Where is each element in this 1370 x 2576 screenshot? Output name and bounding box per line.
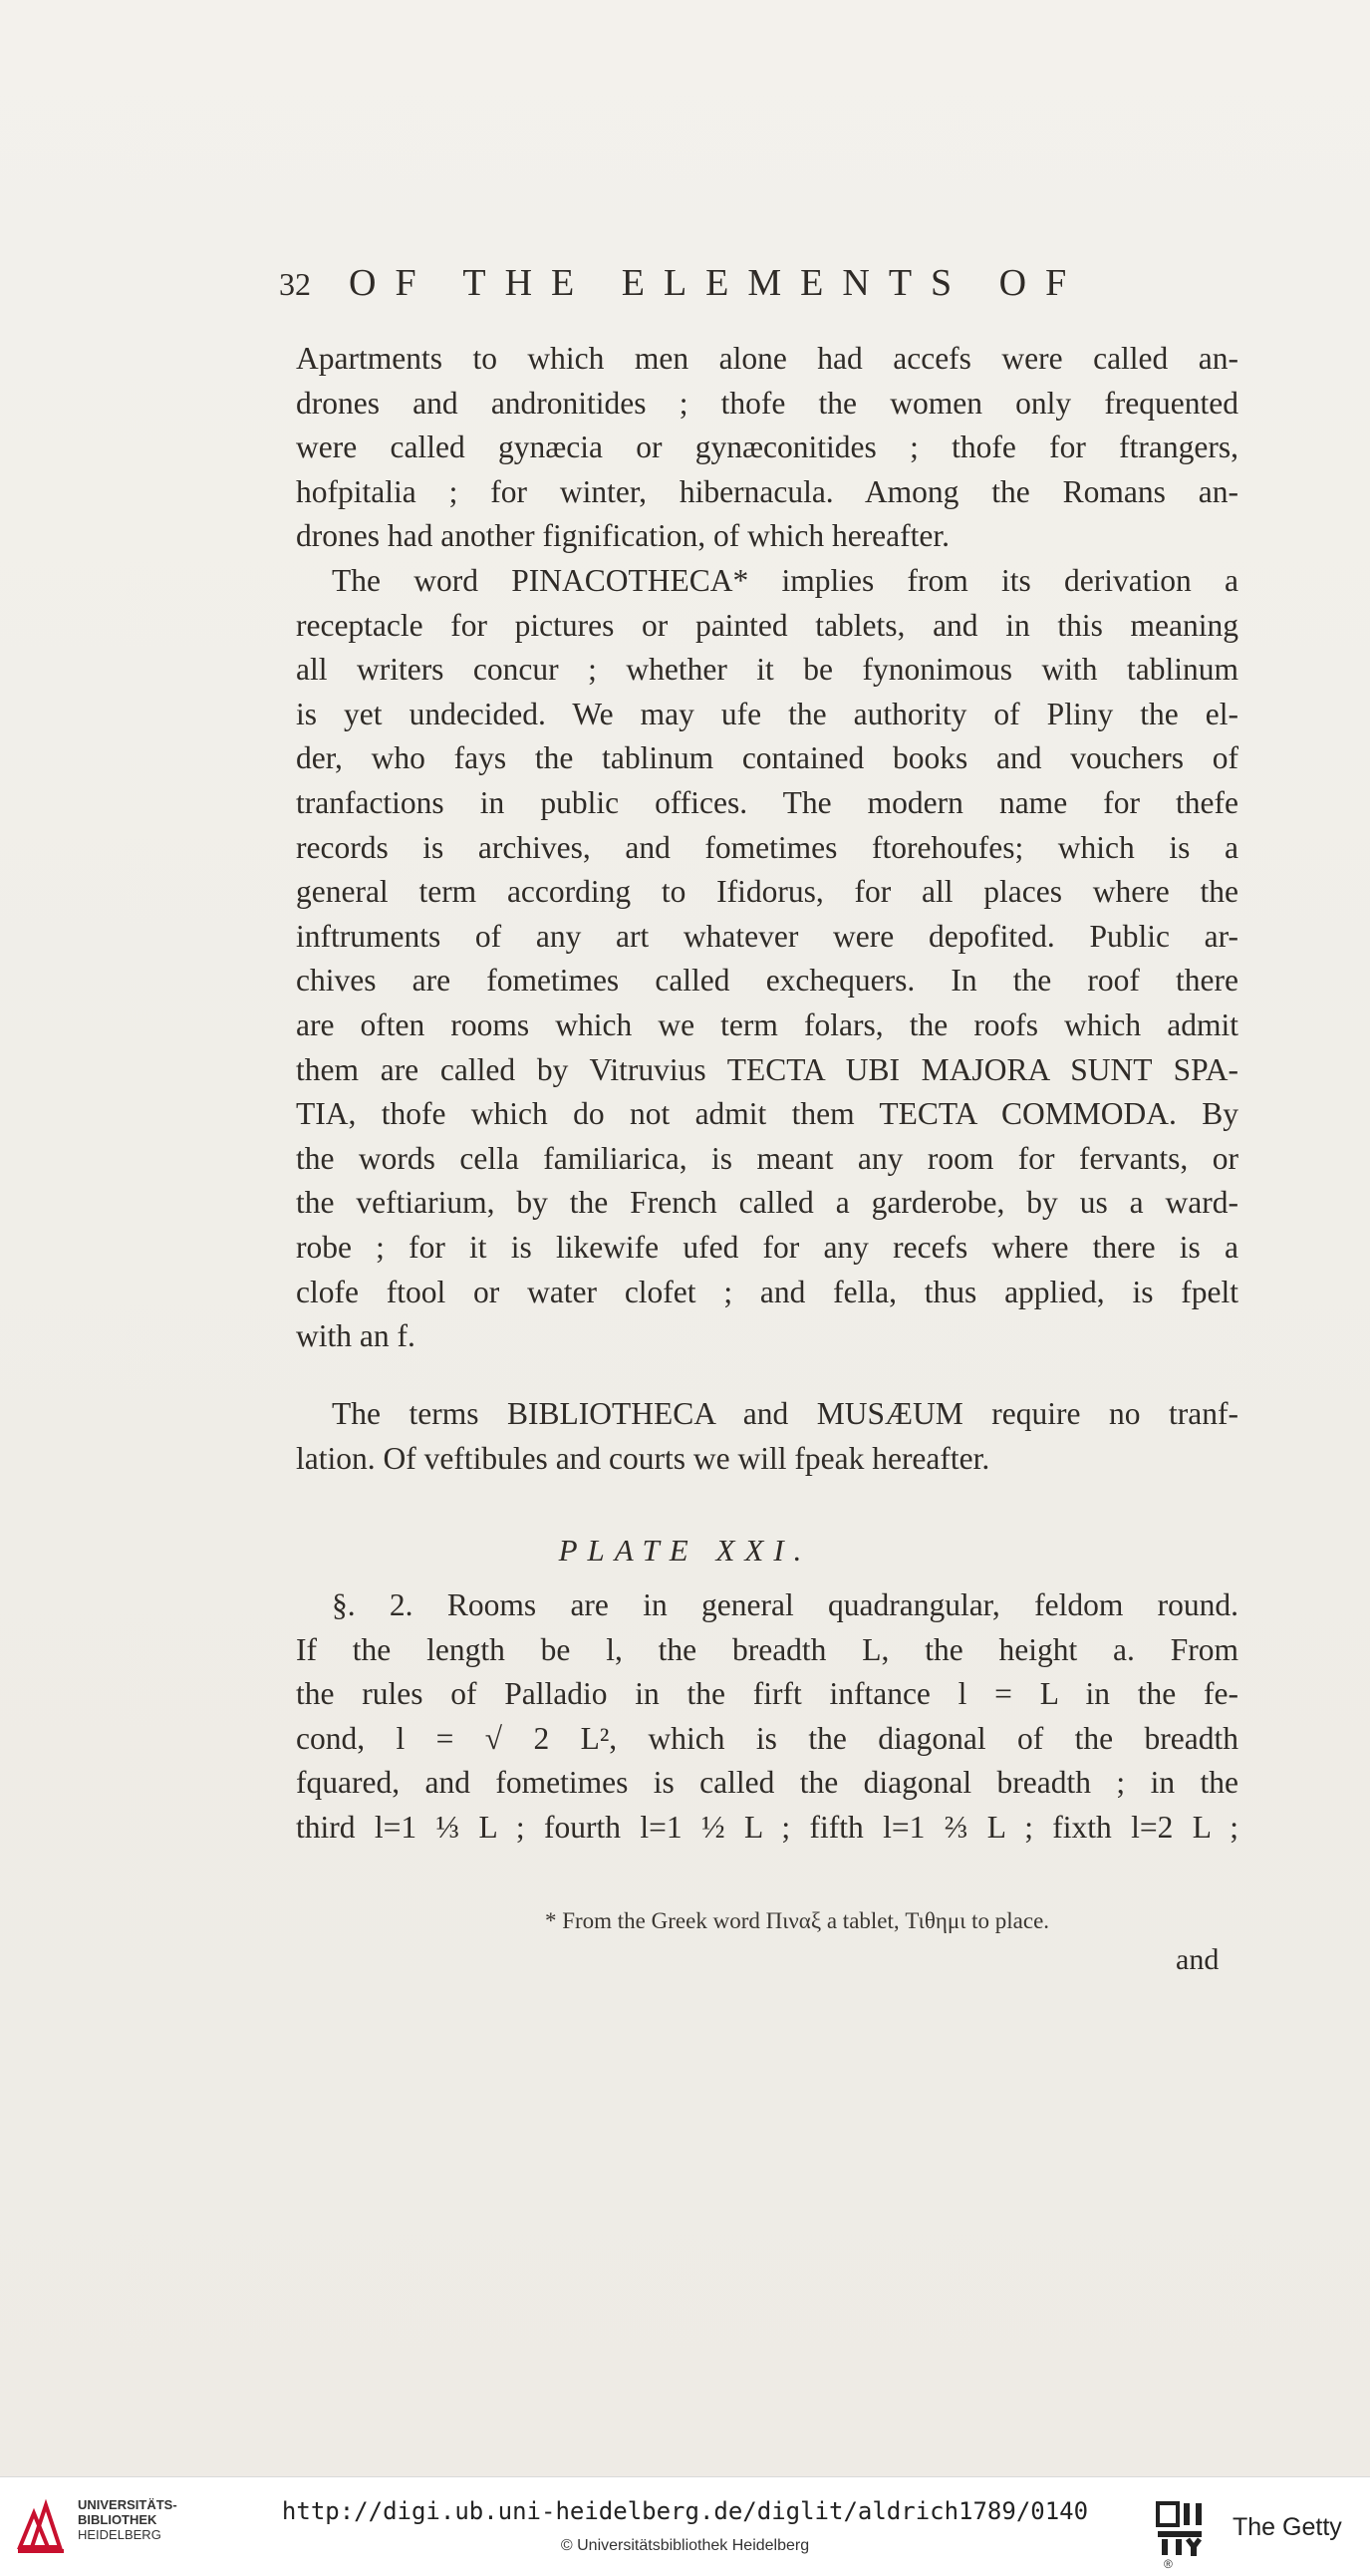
text-line: drones had another fignification, of which hereafter.	[296, 518, 950, 554]
page-number: 32	[279, 266, 311, 302]
running-title: OF THE ELEMENTS OF	[349, 262, 1086, 304]
permalink-url[interactable]: http://digi.ub.uni-heidelberg.de/diglit/aldrich1789/0140	[281, 2497, 1089, 2525]
registered-mark: ®	[1164, 2557, 1173, 2571]
text-line: lation. Of veftibules and courts we will fpeak hereafter.	[296, 1440, 990, 1476]
text-line: is yet undecided. We may ufe the authority of Pliny the el-	[296, 696, 1238, 731]
text-line: clofe ftool or water clofet ; and fella, thus applied, is fpelt	[296, 1274, 1238, 1309]
text-line: cond, l = √ 2 L², which is the diagonal of the breadth	[296, 1720, 1238, 1756]
text-line: §. 2. Rooms are in general quadrangular, feldom round.	[332, 1587, 1238, 1622]
text-line: fquared, and fometimes is called the diagonal breadth ; in the	[296, 1765, 1238, 1801]
paragraph-pinacotheca	[296, 559, 1238, 1359]
catchword: and	[1176, 1943, 1220, 1976]
paragraph-apartments	[296, 337, 1238, 559]
text-line: the rules of Palladio in the firft inftance l = L in the fe-	[296, 1676, 1238, 1712]
copyright-notice: © Universitätsbibliothek Heidelberg	[560, 2537, 810, 2554]
plate-heading: PLATE XXI.	[558, 1533, 812, 1568]
running-header	[279, 261, 1235, 311]
text-line: The terms BIBLIOTHECA and MUSÆUM require no tranf-	[332, 1396, 1238, 1431]
library-name-line: HEIDELBERG	[78, 2527, 161, 2542]
viewer-footer	[0, 2476, 1370, 2576]
text-line: general term according to Ifidorus, for all places where the	[296, 874, 1238, 910]
text-line: hofpitalia ; for winter, hibernacula. Among the Romans an-	[296, 473, 1238, 509]
text-line: If the length be l, the breadth L, the height a. From	[296, 1631, 1238, 1667]
text-line: Apartments to which men alone had accefs were called an-	[296, 341, 1238, 376]
library-name-line: BIBLIOTHEK	[78, 2512, 157, 2527]
text-line: are often rooms which we term folars, the roofs which admit	[296, 1006, 1238, 1042]
text-line: receptacle for pictures or painted tablets, and in this meaning	[296, 607, 1238, 643]
text-line: inftruments of any art whatever were depofited. Public ar-	[296, 918, 1238, 954]
text-line: The word PINACOTHECA* implies from its derivation a	[332, 563, 1238, 598]
paragraph-rooms	[296, 1583, 1238, 1851]
text-line: the words cella familiarica, is meant any room for fervants, or	[296, 1140, 1238, 1176]
library-name-line: UNIVERSITÄTS-	[78, 2497, 177, 2512]
getty-logo-icon	[1156, 2499, 1204, 2557]
text-line: tranfactions in public offices. The modern name for thefe	[296, 784, 1238, 820]
text-line: drones and andronitides ; thofe the women only frequented	[296, 385, 1238, 421]
text-line: with an f.	[296, 1318, 415, 1354]
text-line: all writers concur ; whether it be fynonimous with tablinum	[296, 652, 1238, 688]
text-line: them are called by Vitruvius TECTA UBI MAJORA SUNT SPA-	[296, 1051, 1238, 1087]
text-line: robe ; for it is likewife ufed for any recefs where there is a	[296, 1229, 1238, 1265]
text-line: third l=1 ⅓ L ; fourth l=1 ½ L ; fifth l=1 ⅔ L ; fixth l=2 L ;	[296, 1809, 1238, 1845]
text-line: records is archives, and fometimes ftorehoufes; which is a	[296, 829, 1238, 865]
footnote: * From the Greek word Πιναξ a tablet, Τιθημι to place.	[544, 1908, 1050, 1933]
text-line: der, who fays the tablinum contained books and vouchers of	[296, 740, 1238, 776]
text-line: chives are fometimes called exchequers. In the roof there	[296, 963, 1238, 999]
text-line: were called gynæcia or gynæconitides ; thofe for ftrangers,	[296, 429, 1238, 465]
getty-label: The Getty	[1233, 2513, 1342, 2541]
text-line: the veftiarium, by the French called a garderobe, by us a ward-	[296, 1185, 1238, 1221]
text-line: TIA, thofe which do not admit them TECTA COMMODA. By	[296, 1096, 1238, 1132]
paragraph-bibliotheca	[296, 1392, 1238, 1481]
